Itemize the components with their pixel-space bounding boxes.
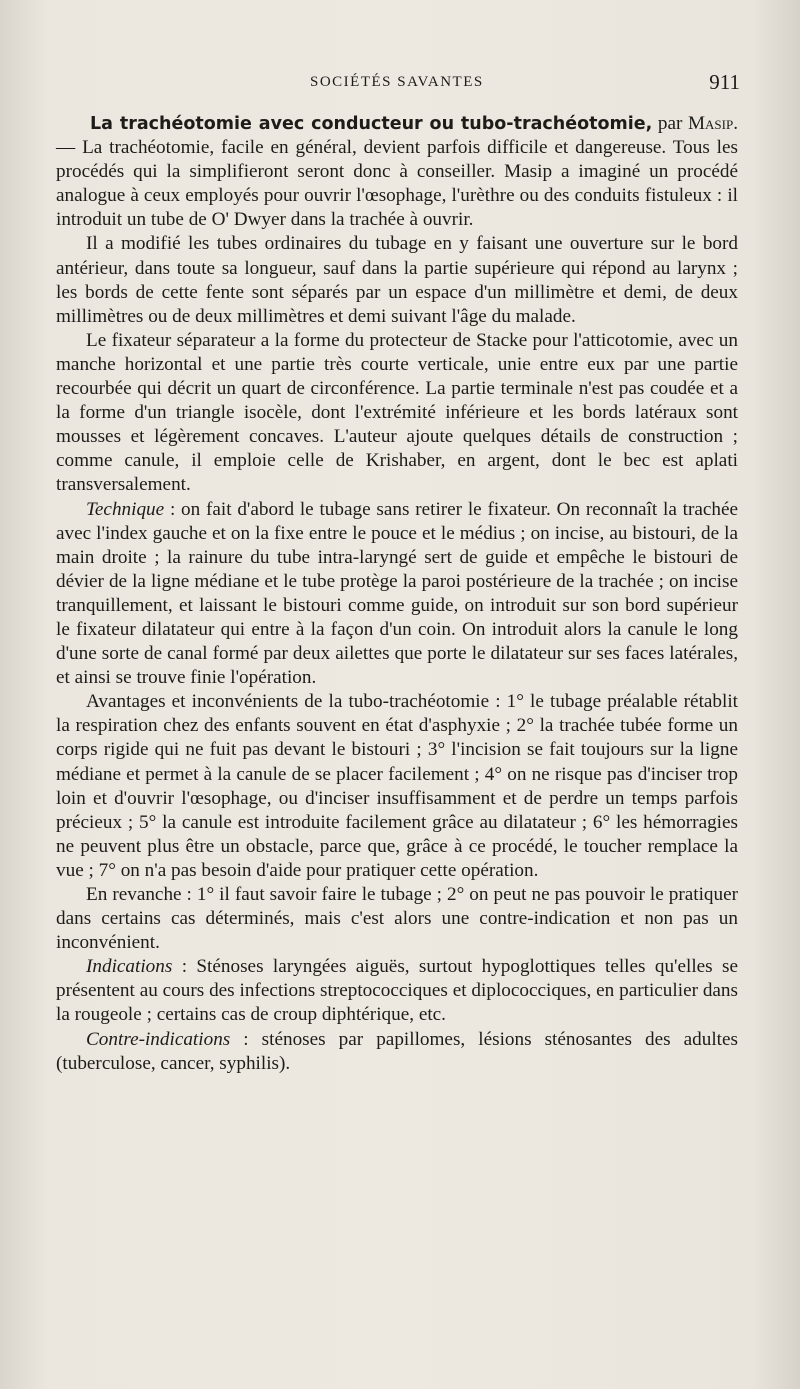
author-name: Masip [687, 113, 734, 134]
paragraph-avantages: Avantages et inconvénients de la tubo-trachéotomie : 1° le tubage préalable rétablit la respiration chez des enfants souvent en état d'asphyxie ; 2° la trachée tubée forme un corps rigide qui ne fuit pas devant le bistouri ; 3° l'incision se fait toujours sur la ligne médiane et permet à la canule de se placer facilement ; 4° on ne risque pas d'inciser trop loin et d'ouvrir l'œsophage, ou d'inciser insuffisamment et de perdre un temps parfois précieux ; 5° la canule est introduite facilement grâce au dilatateur ; 6° les hémorragies ne peuvent plus être un obstacle, parce que, grâce à ce procédé, le toucher remplace la vue ; 7° on n'a pas besoin d'aide pour pratiquer cette opération. [56, 691, 738, 881]
paragraph-contre-indications [56, 1028, 738, 1076]
contre-indications-text: : sténoses par papillomes, lésions sténosantes des adultes (tuberculose, cancer, syphilis). [56, 1028, 738, 1074]
technique-label: Technique [86, 498, 165, 520]
technique-text: : on fait d'abord le tubage sans retirer le fixateur. On reconnaît la trachée avec l'index gauche et on la fixe entre le pouce et le médius ; on incise, au bistouri, de la main droite ; la rainure du tube intra-laryngé sert de guide et empêche le bistouri de dévier de la ligne médiane et le tube protège la paroi postérieure de la trachée ; on incise tranquillement, et laissant le bistouri comme guide, on introduit sur son bord supérieur le fixateur dilatateur qui entre à la façon d'un coin. On introduit alors la canule le long d'une sorte de canal formé par deux ailettes que porte le dilatateur sur ses faces latérales, et ainsi se trouve finie l'opération. [56, 498, 738, 689]
page-header [90, 70, 740, 100]
page-number: 911 [709, 70, 740, 94]
paragraph-technique [56, 498, 738, 691]
running-head: SOCIÉTÉS SAVANTES [310, 74, 484, 90]
by-word: par [652, 113, 688, 134]
article-body [56, 112, 738, 1076]
paragraph-tube-modification: Il a modifié les tubes ordinaires du tubage en y faisant une ouverture sur le bord antérieur, dans toute sa longueur, sauf dans la partie supérieure qui répond au larynx ; les bords de cette fente sont séparés par un espace d'un millimètre et demi, de deux millimètres ou de deux millimètres et demi suivant l'âge du malade. [56, 233, 738, 327]
paragraph-fixateur: Le fixateur séparateur a la forme du protecteur de Stacke pour l'atticotomie, avec un manche horizontal et une partie très courte verticale, unie entre eux par une partie recourbée qui décrit un quart de circonférence. La partie terminale n'est pas coudée et a la forme d'un triangle isocèle, dont l'extrémité inférieure et les bords latéraux sont mousses et légèrement concaves. L'auteur ajoute quelques détails de construction ; comme canule, il emploie celle de Krishaber, en argent, dont le bec est aplati transversalement. [56, 329, 738, 496]
paragraph-intro-text: . — La trachéotomie, facile en général, devient parfois difficile et dangereuse. Tous les procédés qui la simplifieront seront donc à conseiller. Masip a imaginé un procédé analogue à ceux employés pour ouvrir l'œsophage, l'urèthre ou des conduits fistuleux : il introduit un tube de O' Dwyer dans la trachée à ouvrir. [56, 113, 738, 231]
paragraph-intro [56, 112, 738, 232]
article-title: La trachéotomie avec conducteur ou tubo-trachéotomie, [90, 114, 653, 134]
contre-indications-label: Contre-indications [86, 1028, 231, 1050]
indications-label: Indications [86, 956, 173, 978]
paragraph-revanche: En revanche : 1° il faut savoir faire le tubage ; 2° on peut ne pas pouvoir le pratiquer dans certains cas déterminés, mais c'est alors une contre-indication et non pas un inconvénient. [56, 884, 738, 954]
indications-text: : Sténoses laryngées aiguës, surtout hypoglottiques telles qu'elles se présentent au cours des infections streptococciques et diplococciques, en particulier dans la rougeole ; certains cas de croup diphtérique, etc. [56, 956, 738, 1026]
paragraph-indications [56, 955, 738, 1027]
